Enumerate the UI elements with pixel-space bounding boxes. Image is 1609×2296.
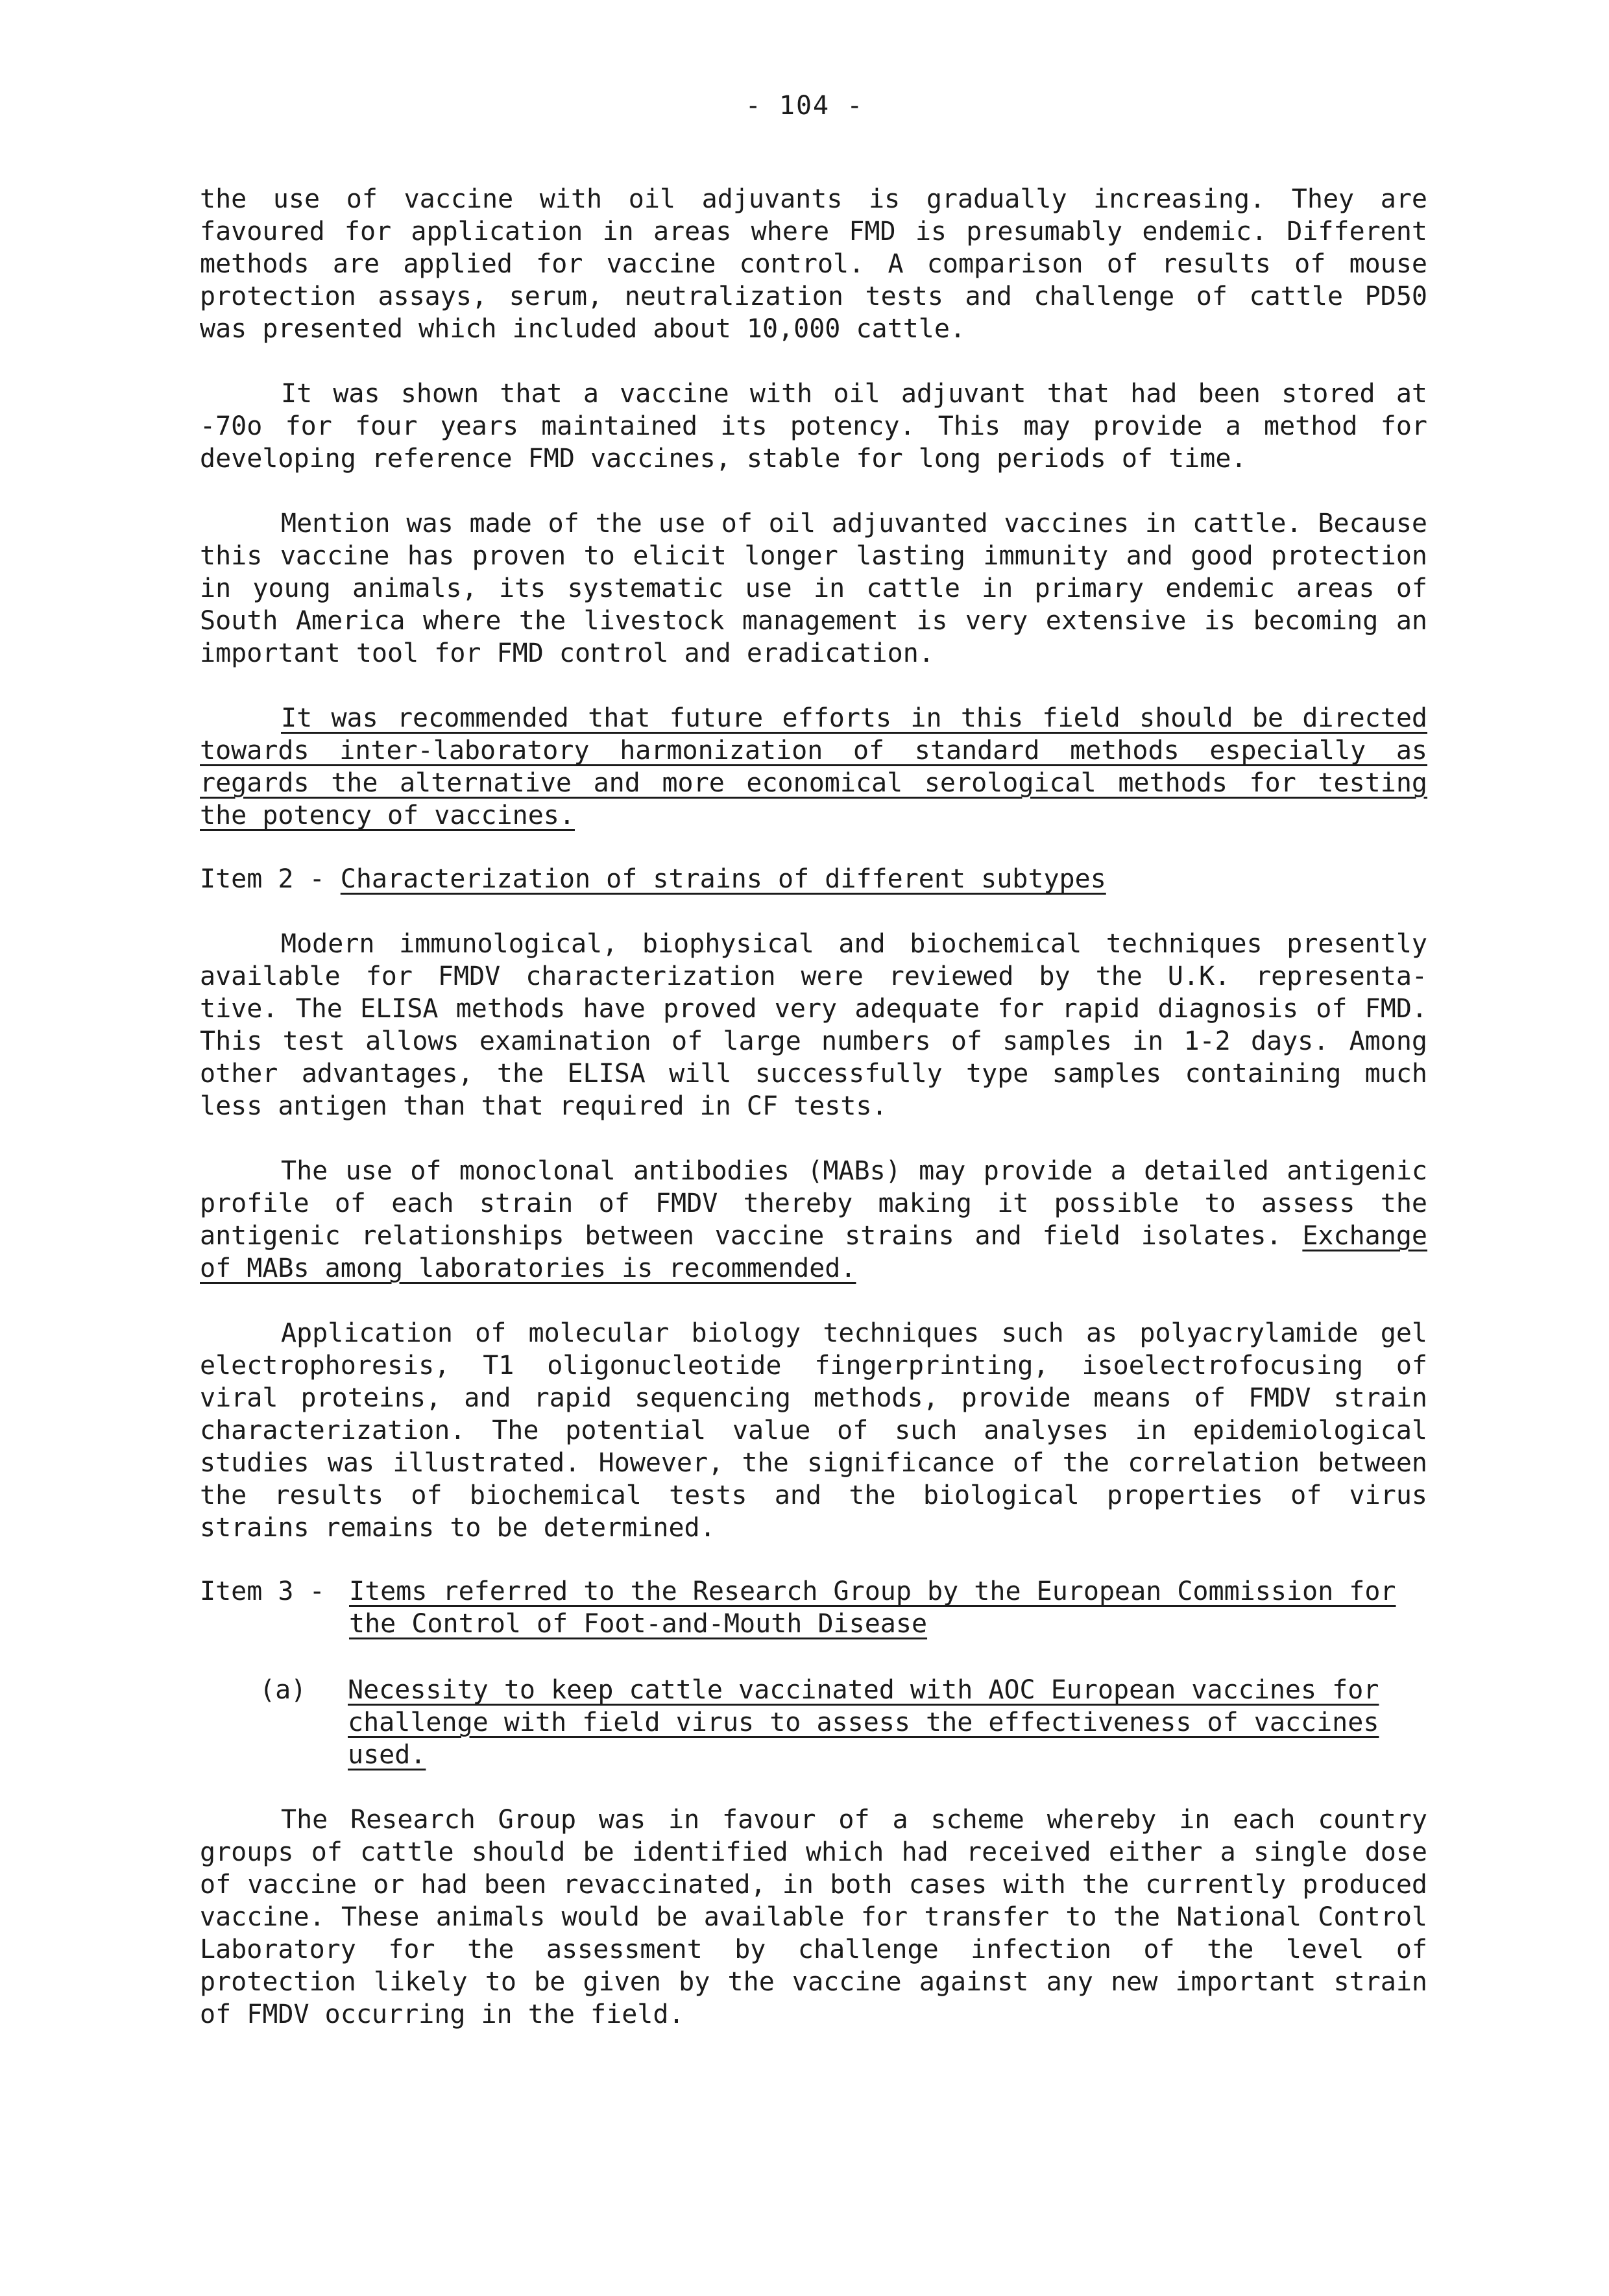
page-number: - 104 - <box>745 91 864 121</box>
item-3-title: Items referred to the Research Group by the European Commission for the Control of Foot-and-Mouth Disease <box>349 1577 1396 1639</box>
paragraph-stored-vaccine: It was shown that a vaccine with oil adjuvant that had been stored at -70o for four years maintained its potency. This may provide a method for developing reference FMD vaccines, stable for long periods of time. <box>200 379 1427 474</box>
paragraph-modern-techniques: Modern immunological, biophysical and biochemical techniques presently available for FMDV characterization were reviewed by the U.K. representa- tive. The ELISA methods have proved very adequate for rapid diagnosis of FMD. This test allows examination of large numbers of samples in 1-2 days. Among other advantages, the ELISA will successfully type samples containing much less antigen than that required in CF tests. <box>200 929 1427 1121</box>
item-3-prefix: Item 3 - <box>200 1577 325 1606</box>
paragraph-recommendation <box>200 702 1427 832</box>
item-2-title: Characterization of strains of different subtypes <box>340 864 1106 894</box>
paragraph-molecular-biology: Application of molecular biology techniques such as polyacrylamide gel electrophoresis, T1 oligonucleotide fingerprinting, isoelectrofocusing of viral proteins, and rapid sequencing methods, provide means of FMDV strain characterization. The potential value of such analyses in epidemiological studies was illustrated. However, the significance of the correlation between the results of biochemical tests and the biological properties of virus strains remains to be determined. <box>200 1318 1427 1543</box>
paragraph-monoclonal-antibodies <box>200 1155 1427 1285</box>
recommendation-underlined-text: It was recommended that future efforts in this field should be directed towards inter-laboratory harmonization of standard methods especially as regards the alternative and more economical serological methods for testing the potency of vaccines. <box>200 703 1427 830</box>
sub-item-a-title: Necessity to keep cattle vaccinated with AOC European vaccines for challenge with field virus to assess the effectiveness of vaccines used. <box>348 1675 1379 1770</box>
sub-item-a-heading <box>260 1674 1427 1771</box>
item-2-heading <box>200 863 1106 895</box>
monoclonal-underlined-text: Exchange of MABs among laboratories is recommended. <box>200 1221 1427 1283</box>
paragraph-oil-adjuvants: the use of vaccine with oil adjuvants is gradually increasing. They are favoured for application in areas where FMD is presumably endemic. Different methods are applied for vaccine control. A comparison of results of mouse protection assays, serum, neutralization tests and challenge of cattle PD50 was presented which included about 10,000 cattle. <box>200 184 1427 344</box>
sub-item-a-prefix: (a) <box>260 1675 307 1705</box>
item-3-heading <box>200 1575 1433 1640</box>
paragraph-research-group-scheme: The Research Group was in favour of a scheme whereby in each country groups of cattle should be identified which had received either a single dose of vaccine or had been revaccinated, in both cases with the currently produced vaccine. These animals would be available for transfer to the National Control Laboratory for the assessment by challenge infection of the level of protection likely to be given by the vaccine against any new important strain of FMDV occurring in the field. <box>200 1805 1427 2029</box>
paragraph-oil-adjuvanted-cattle: Mention was made of the use of oil adjuvanted vaccines in cattle. Because this vaccine has proven to elicit longer lasting immunity and good protection in young animals, its systematic use in cattle in primary endemic areas of South America where the livestock management is very extensive is becoming an important tool for FMD control and eradication. <box>200 509 1427 668</box>
item-2-prefix: Item 2 - <box>200 864 341 894</box>
monoclonal-plain-text: The use of monoclonal antibodies (MABs) may provide a detailed antigenic profile of each strain of FMDV thereby making it possible to assess the antigenic relationships between vaccine strains and field isolates. <box>200 1156 1427 1251</box>
